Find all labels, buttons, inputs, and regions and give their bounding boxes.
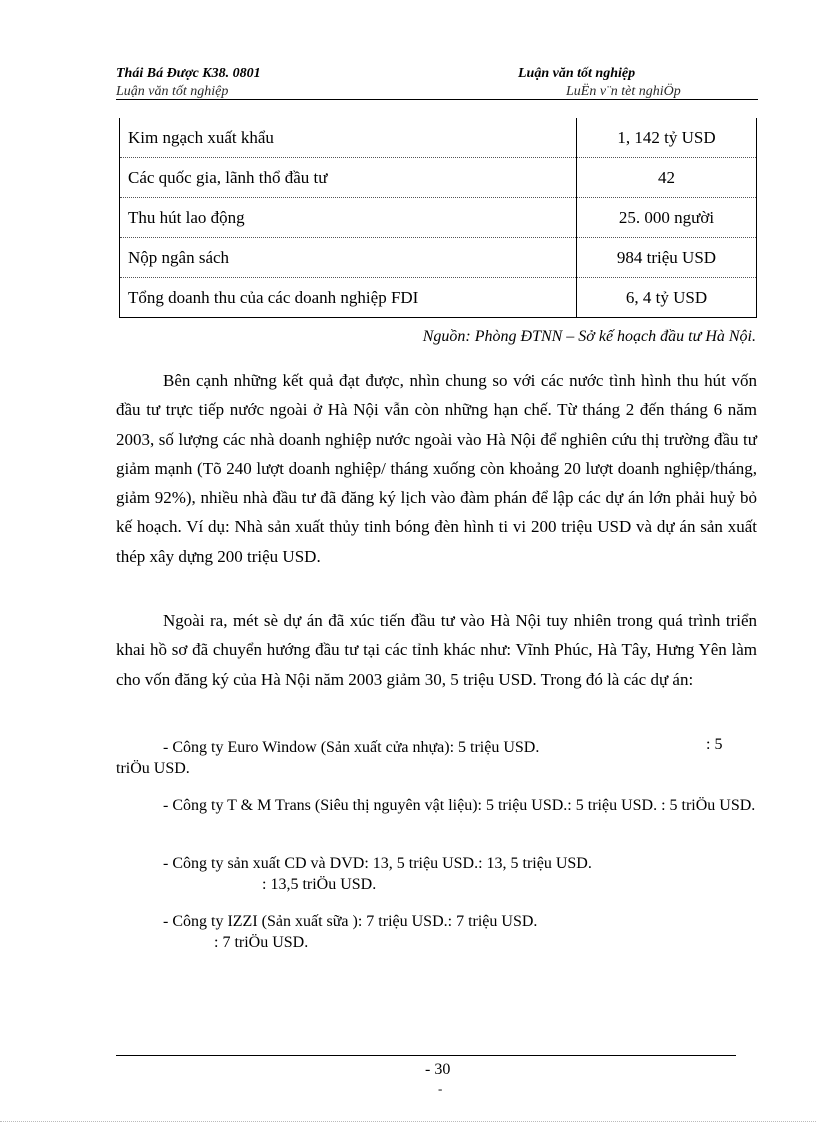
bullet-text: - Công ty Euro Window (Sản xuất cửa nhựa): 5 triệu USD. xyxy=(163,739,540,756)
row-label: Kim ngạch xuất khẩu xyxy=(120,118,577,158)
row-label: Các quốc gia, lãnh thổ đầu tư xyxy=(120,158,577,198)
page-number-dash: - xyxy=(438,1081,443,1096)
table-row xyxy=(120,118,757,158)
list-item xyxy=(116,736,757,760)
table-row xyxy=(120,198,757,238)
bullet-line2: : 7 triÖu USD. xyxy=(214,934,309,951)
bullet-text: - Công ty sản xuất CD và DVD: 13, 5 triệu USD.: 13, 5 triệu USD. xyxy=(163,855,592,872)
row-value: 984 triệu USD xyxy=(577,238,757,278)
paragraph-redirected-projects: Ngoài ra, mét sè dự án đã xúc tiến đầu tư vào Hà Nội tuy nhiên trong quá trình triển khai hồ sơ đã chuyển hướng đầu tư tại các tỉnh khác như: Vĩnh Phúc, Hà Tây, Hưng Yên làm cho vốn đăng ký của Hà Nội năm 2003 giảm 30, 5 triệu USD. Trong đó là các dự án: xyxy=(116,611,757,689)
row-label: Tổng doanh thu của các doanh nghiệp FDI xyxy=(120,278,577,318)
table-row xyxy=(120,278,757,318)
bullet-text: - Công ty IZZI (Sản xuất sữa ): 7 triệu USD.: 7 triệu USD. xyxy=(163,913,538,930)
header-author: Thái Bá Được K38. 0801 xyxy=(116,66,261,81)
row-value: 1, 142 tỷ USD xyxy=(577,118,757,158)
header-title: Luận văn tốt nghiệp xyxy=(518,66,636,81)
bullet-line2: : 13,5 triÖu USD. xyxy=(262,876,377,893)
table-row xyxy=(120,158,757,198)
row-value: 6, 4 tỷ USD xyxy=(577,278,757,318)
row-value: 42 xyxy=(577,158,757,198)
header-title-overlay: Luận văn tốt nghiệp xyxy=(116,84,229,99)
fdi-statistics-table xyxy=(119,118,757,318)
header-rule xyxy=(116,99,758,100)
row-label: Thu hút lao động xyxy=(120,198,577,238)
bullet-line2: triÖu USD. xyxy=(116,760,190,777)
list-item xyxy=(116,910,757,934)
table-source-note: Nguồn: Phòng ĐTNN – Sở kế hoạch đầu tư Hà Nội. xyxy=(422,328,756,345)
header-title-garbled: LuËn v¨n tèt nghiÖp xyxy=(566,84,681,99)
list-item xyxy=(116,794,757,818)
bullet-tail: : 5 xyxy=(706,736,723,753)
row-value: 25. 000 người xyxy=(577,198,757,238)
table-row xyxy=(120,238,757,278)
row-label: Nộp ngân sách xyxy=(120,238,577,278)
list-item xyxy=(116,852,757,876)
footer-rule xyxy=(116,1055,736,1056)
bullet-text: - Công ty T & M Trans (Siêu thị nguyên vật liệu): 5 triệu USD.: 5 triệu USD. : 5 triÖu USD. xyxy=(163,797,756,814)
page-number: - 30 xyxy=(425,1061,451,1078)
paragraph-limitations: Bên cạnh những kết quả đạt được, nhìn chung so với các nước tình hình thu hút vốn đầu tư trực tiếp nước ngoài ở Hà Nội vẫn còn những hạn chế. Từ tháng 2 đến tháng 6 năm 2003, số lượng các nhà doanh nghiệp nước ngoài vào Hà Nội để nghiên cứu thị trường đầu tư giảm mạnh (Tõ 240 lượt doanh nghiệp/ tháng xuống còn khoảng 20 lượt doanh nghiệp/tháng, giảm 92%), nhiều nhà đầu tư đã đăng ký lịch vào đàm phán để lập các dự án lớn phải huỷ bỏ kế hoạch. Ví dụ: Nhà sản xuất thủy tinh bóng đèn hình ti vi 200 triệu USD và dự án sản xuất thép xây dựng 200 triệu USD. xyxy=(116,371,757,566)
page-bottom-border xyxy=(0,1121,816,1122)
